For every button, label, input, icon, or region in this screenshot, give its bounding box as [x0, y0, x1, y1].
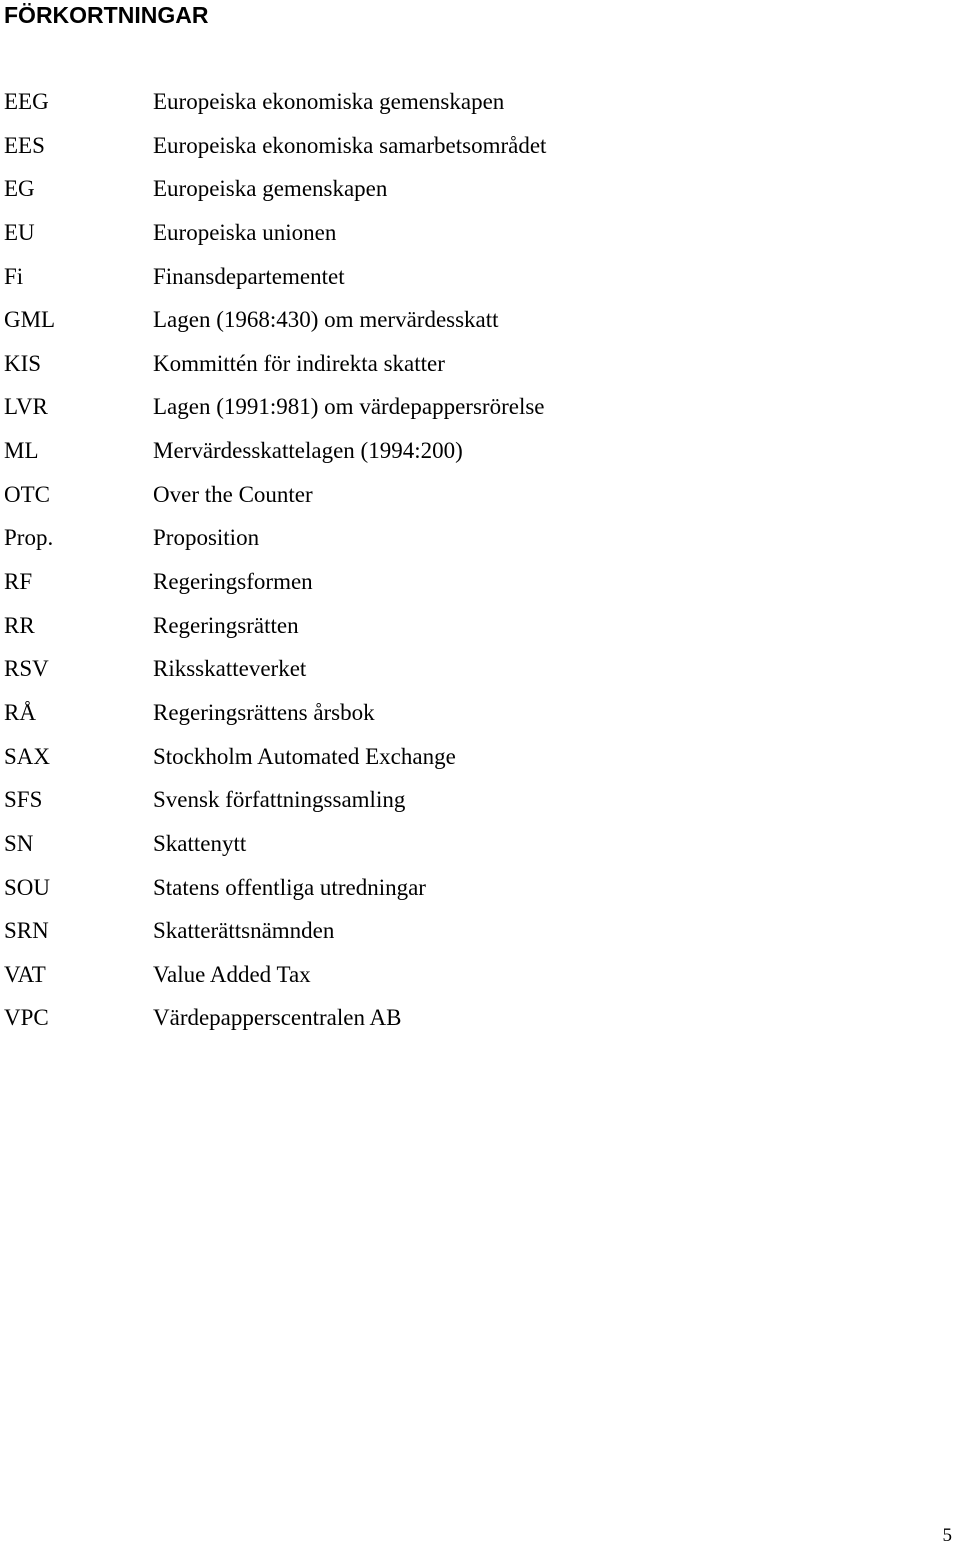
abbreviation-code: OTC — [4, 481, 50, 507]
abbreviation-description: Statens offentliga utredningar — [153, 874, 426, 900]
abbreviation-code: VAT — [4, 961, 46, 987]
abbreviation-description: Regeringsrätten — [153, 612, 299, 638]
abbreviation-row — [0, 477, 940, 521]
abbreviation-code: GML — [4, 307, 56, 333]
abbreviation-row — [0, 346, 940, 390]
abbreviation-row — [0, 739, 940, 783]
abbreviation-row — [0, 302, 940, 346]
abbreviation-row — [0, 651, 940, 695]
abbreviation-row — [0, 782, 940, 826]
abbreviation-description: Finansdepartementet — [153, 263, 345, 289]
abbreviation-description: Regeringsformen — [153, 569, 313, 595]
abbreviation-code: RR — [4, 612, 35, 638]
abbreviation-description: Stockholm Automated Exchange — [153, 743, 456, 769]
abbreviation-code: SRN — [4, 918, 49, 944]
abbreviation-row — [0, 826, 940, 870]
abbreviation-row — [0, 695, 940, 739]
abbreviation-description: Skattenytt — [153, 830, 247, 856]
abbreviation-row — [0, 1000, 940, 1044]
abbreviation-code: RSV — [4, 656, 49, 682]
abbreviation-code: SFS — [4, 787, 43, 813]
abbreviation-row — [0, 215, 940, 259]
abbreviation-description: Lagen (1968:430) om mervärdesskatt — [153, 307, 499, 333]
abbreviation-description: Svensk författningssamling — [153, 787, 406, 813]
abbreviation-code: ML — [4, 438, 39, 464]
abbreviation-code: LVR — [4, 394, 48, 420]
abbreviation-row — [0, 913, 940, 957]
abbreviation-description: Europeiska gemenskapen — [153, 176, 388, 202]
abbreviation-code: EG — [4, 176, 35, 202]
abbreviation-row — [0, 957, 940, 1001]
abbreviation-row — [0, 84, 940, 128]
abbreviation-row — [0, 520, 940, 564]
abbreviation-code: SN — [4, 830, 34, 856]
abbreviation-row — [0, 389, 940, 433]
abbreviation-code: EEG — [4, 89, 49, 114]
page-number: 5 — [942, 1525, 952, 1546]
abbreviation-code: EES — [4, 132, 45, 158]
abbreviation-list — [0, 84, 940, 1044]
abbreviation-row — [0, 259, 940, 303]
abbreviation-code: RÅ — [4, 699, 36, 725]
abbreviation-code: Fi — [4, 263, 24, 289]
abbreviation-description: Kommittén för indirekta skatter — [153, 350, 445, 376]
abbreviation-description: Europeiska ekonomiska samarbetsområdet — [153, 132, 547, 158]
abbreviation-row — [0, 608, 940, 652]
abbreviation-code: SOU — [4, 874, 51, 900]
abbreviation-code: RF — [4, 569, 33, 595]
abbreviation-code: KIS — [4, 350, 42, 376]
abbreviation-description: Over the Counter — [153, 481, 313, 507]
abbreviation-code: Prop. — [4, 525, 54, 551]
abbreviation-code: VPC — [4, 1005, 49, 1031]
abbreviation-description: Value Added Tax — [153, 961, 311, 987]
abbreviation-row — [0, 870, 940, 914]
abbreviation-code: SAX — [4, 743, 51, 769]
abbreviation-description: Lagen (1991:981) om värdepappersrörelse — [153, 394, 545, 420]
abbreviation-description: Skatterättsnämnden — [153, 918, 335, 944]
abbreviation-description: Mervärdesskattelagen (1994:200) — [153, 438, 463, 464]
abbreviation-row — [0, 433, 940, 477]
abbreviation-row — [0, 128, 940, 172]
abbreviation-description: Proposition — [153, 525, 260, 551]
abbreviation-description: Regeringsrättens årsbok — [153, 699, 375, 725]
abbreviation-description: Värdepapperscentralen AB — [153, 1005, 402, 1031]
abbreviation-description: Europeiska unionen — [153, 219, 337, 245]
abbreviation-code: EU — [4, 219, 35, 245]
abbreviation-description: Riksskatteverket — [153, 656, 307, 682]
page-heading: FÖRKORTNINGAR — [4, 2, 209, 28]
abbreviation-row — [0, 171, 940, 215]
abbreviation-description: Europeiska ekonomiska gemenskapen — [153, 89, 505, 114]
abbreviation-row — [0, 564, 940, 608]
